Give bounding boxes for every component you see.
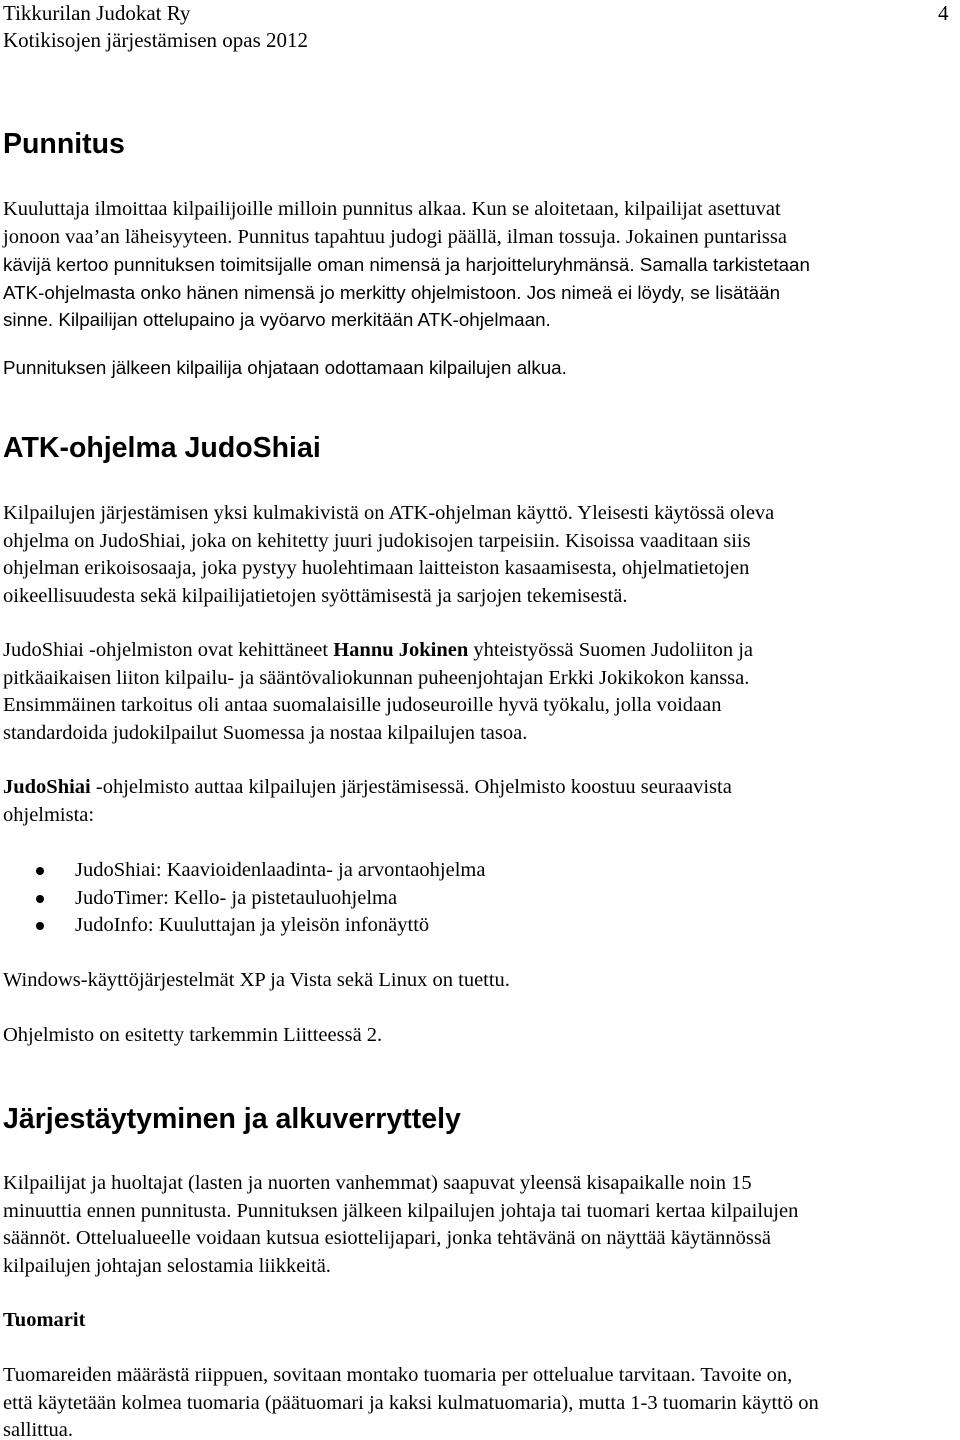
text-line: Tuomareiden määrästä riippuen, sovitaan montako tuomaria per ottelualue tarvitaan. Tavoite on, (3, 1364, 793, 1386)
bullet-icon (36, 867, 44, 875)
text-line: ohjelman erikoisosaaja, joka pystyy huolehtimaan laitteiston kasaamisesta, ohjelmatietojen (3, 557, 750, 579)
bullet-icon (36, 895, 44, 903)
text-line: sallittua. (3, 1419, 74, 1440)
text-line: oikeellisuudesta sekä kilpailijatietojen syöttämisestä ja sarjojen tekemisestä. (3, 584, 628, 607)
text-line: jonoon vaa’an läheisyyteen. Punnitus tapahtuu judogi päällä, ilman tossuja. Jokainen puntarissa (3, 225, 787, 248)
paragraph-punnitus-1 (3, 196, 953, 251)
page-number: 4 (938, 1, 949, 25)
list-item-text: JudoTimer: Kello- ja pistetauluohjelma (75, 886, 398, 909)
text-line: kävijä kertoo punnituksen toimitsijalle oman nimensä ja harjoitteluryhmänsä. Samalla tarkistetaan (3, 254, 810, 275)
paragraph-atk-4 (3, 967, 953, 995)
paragraph-atk-1 (3, 500, 953, 610)
list-item (3, 912, 485, 940)
text-line: ATK-ohjelmasta onko hänen nimensä jo merkitty ohjelmistoon. Jos nimeä ei löydy, se lisätään (3, 281, 781, 303)
text-line: säännöt. Ottelualueelle voidaan kutsua esiottelijapari, jonka tehtävänä on näyttää käytännössä (3, 1227, 771, 1249)
list-item (3, 885, 485, 913)
text-run: yhteistyössä Suomen Judoliiton ja (468, 639, 753, 661)
program-name: JudoShiai (3, 776, 91, 798)
list-item-text: JudoShiai: Kaavioidenlaadinta- ja arvontaohjelma (75, 859, 486, 881)
text-line: Windows-käyttöjärjestelmät XP ja Vista sekä Linux on tuettu. (3, 969, 510, 991)
text-line (3, 774, 953, 802)
text-line: Ohjelmisto on esitetty tarkemmin Liitteessä 2. (3, 1024, 383, 1046)
header-org: Tikkurilan Judokat Ry (3, 1, 191, 25)
text-line: minuuttia ennen punnitusta. Punnituksen jälkeen kilpailujen johtaja tai tuomari kertaa kilpailujen (3, 1199, 799, 1222)
text-line: Kilpailujen järjestämisen yksi kulmakivistä on ATK-ohjelman käyttö. Yleisesti käytössä oleva (3, 502, 775, 524)
text-line: Punnituksen jälkeen kilpailija ohjataan odottamaan kilpailujen alkua. (3, 357, 567, 378)
text-line: ohjelmista: (3, 803, 95, 826)
heading-tuomarit: Tuomarit (3, 1309, 86, 1331)
heading-jarjestaytyminen: Järjestäytyminen ja alkuverryttely (3, 1103, 461, 1135)
paragraph-punnitus-1-continued (3, 251, 810, 334)
paragraph-jarjestaytyminen-1 (3, 1170, 953, 1280)
text-line: standardoida judokilpailut Suomessa ja nostaa kilpailujen tasoa. (3, 721, 528, 744)
text-run: JudoShiai -ohjelmiston ovat kehittäneet (3, 639, 334, 661)
heading-punnitus: Punnitus (3, 128, 125, 160)
text-line: Kuuluttaja ilmoittaa kilpailijoille milloin punnitus alkaa. Kun se aloitetaan, kilpailijat asettuvat (3, 198, 781, 220)
text-line: että käytetään kolmea tuomaria (päätuomari ja kaksi kulmatuomaria), mutta 1-3 tuomarin käyttö on (3, 1391, 819, 1414)
paragraph-atk-2 (3, 637, 953, 747)
header-doc-title: Kotikisojen järjestämisen opas 2012 (3, 28, 309, 52)
paragraph-atk-5 (3, 1022, 953, 1050)
text-line: pitkäaikaisen liiton kilpailu- ja sääntövaliokunnan puheenjohtajan Erkki Jokikokon kanssa. (3, 666, 750, 689)
program-list (3, 857, 485, 940)
list-item (3, 857, 485, 885)
text-line: sinne. Kilpailijan ottelupaino ja vyöarvo merkitään ATK-ohjelmaan. (3, 309, 551, 330)
paragraph-tuomarit-1 (3, 1362, 953, 1440)
developer-name: Hannu Jokinen (333, 639, 469, 661)
text-line: Ensimmäinen tarkoitus oli antaa suomalaisille judoseuroille hyvä työkalu, jolla voidaan (3, 694, 722, 716)
text-line (3, 637, 953, 665)
text-line: Kilpailijat ja huoltajat (lasten ja nuorten vanhemmat) saapuvat yleensä kisapaikalle noin 15 (3, 1172, 752, 1194)
paragraph-atk-3 (3, 774, 953, 829)
list-item-text: JudoInfo: Kuuluttajan ja yleisön infonäyttö (75, 914, 430, 936)
text-line: ohjelma on JudoShiai, joka on kehitetty juuri judokisojen tarpeisiin. Kisoissa vaaditaan siis (3, 529, 751, 552)
paragraph-punnitus-2 (3, 354, 567, 382)
text-line: kilpailujen johtajan selostamia liikkeitä. (3, 1254, 331, 1277)
heading-atk-ohjelma: ATK-ohjelma JudoShiai (3, 432, 321, 464)
bullet-icon (36, 922, 44, 930)
text-run: -ohjelmisto auttaa kilpailujen järjestämisessä. Ohjelmisto koostuu seuraavista (90, 776, 732, 798)
